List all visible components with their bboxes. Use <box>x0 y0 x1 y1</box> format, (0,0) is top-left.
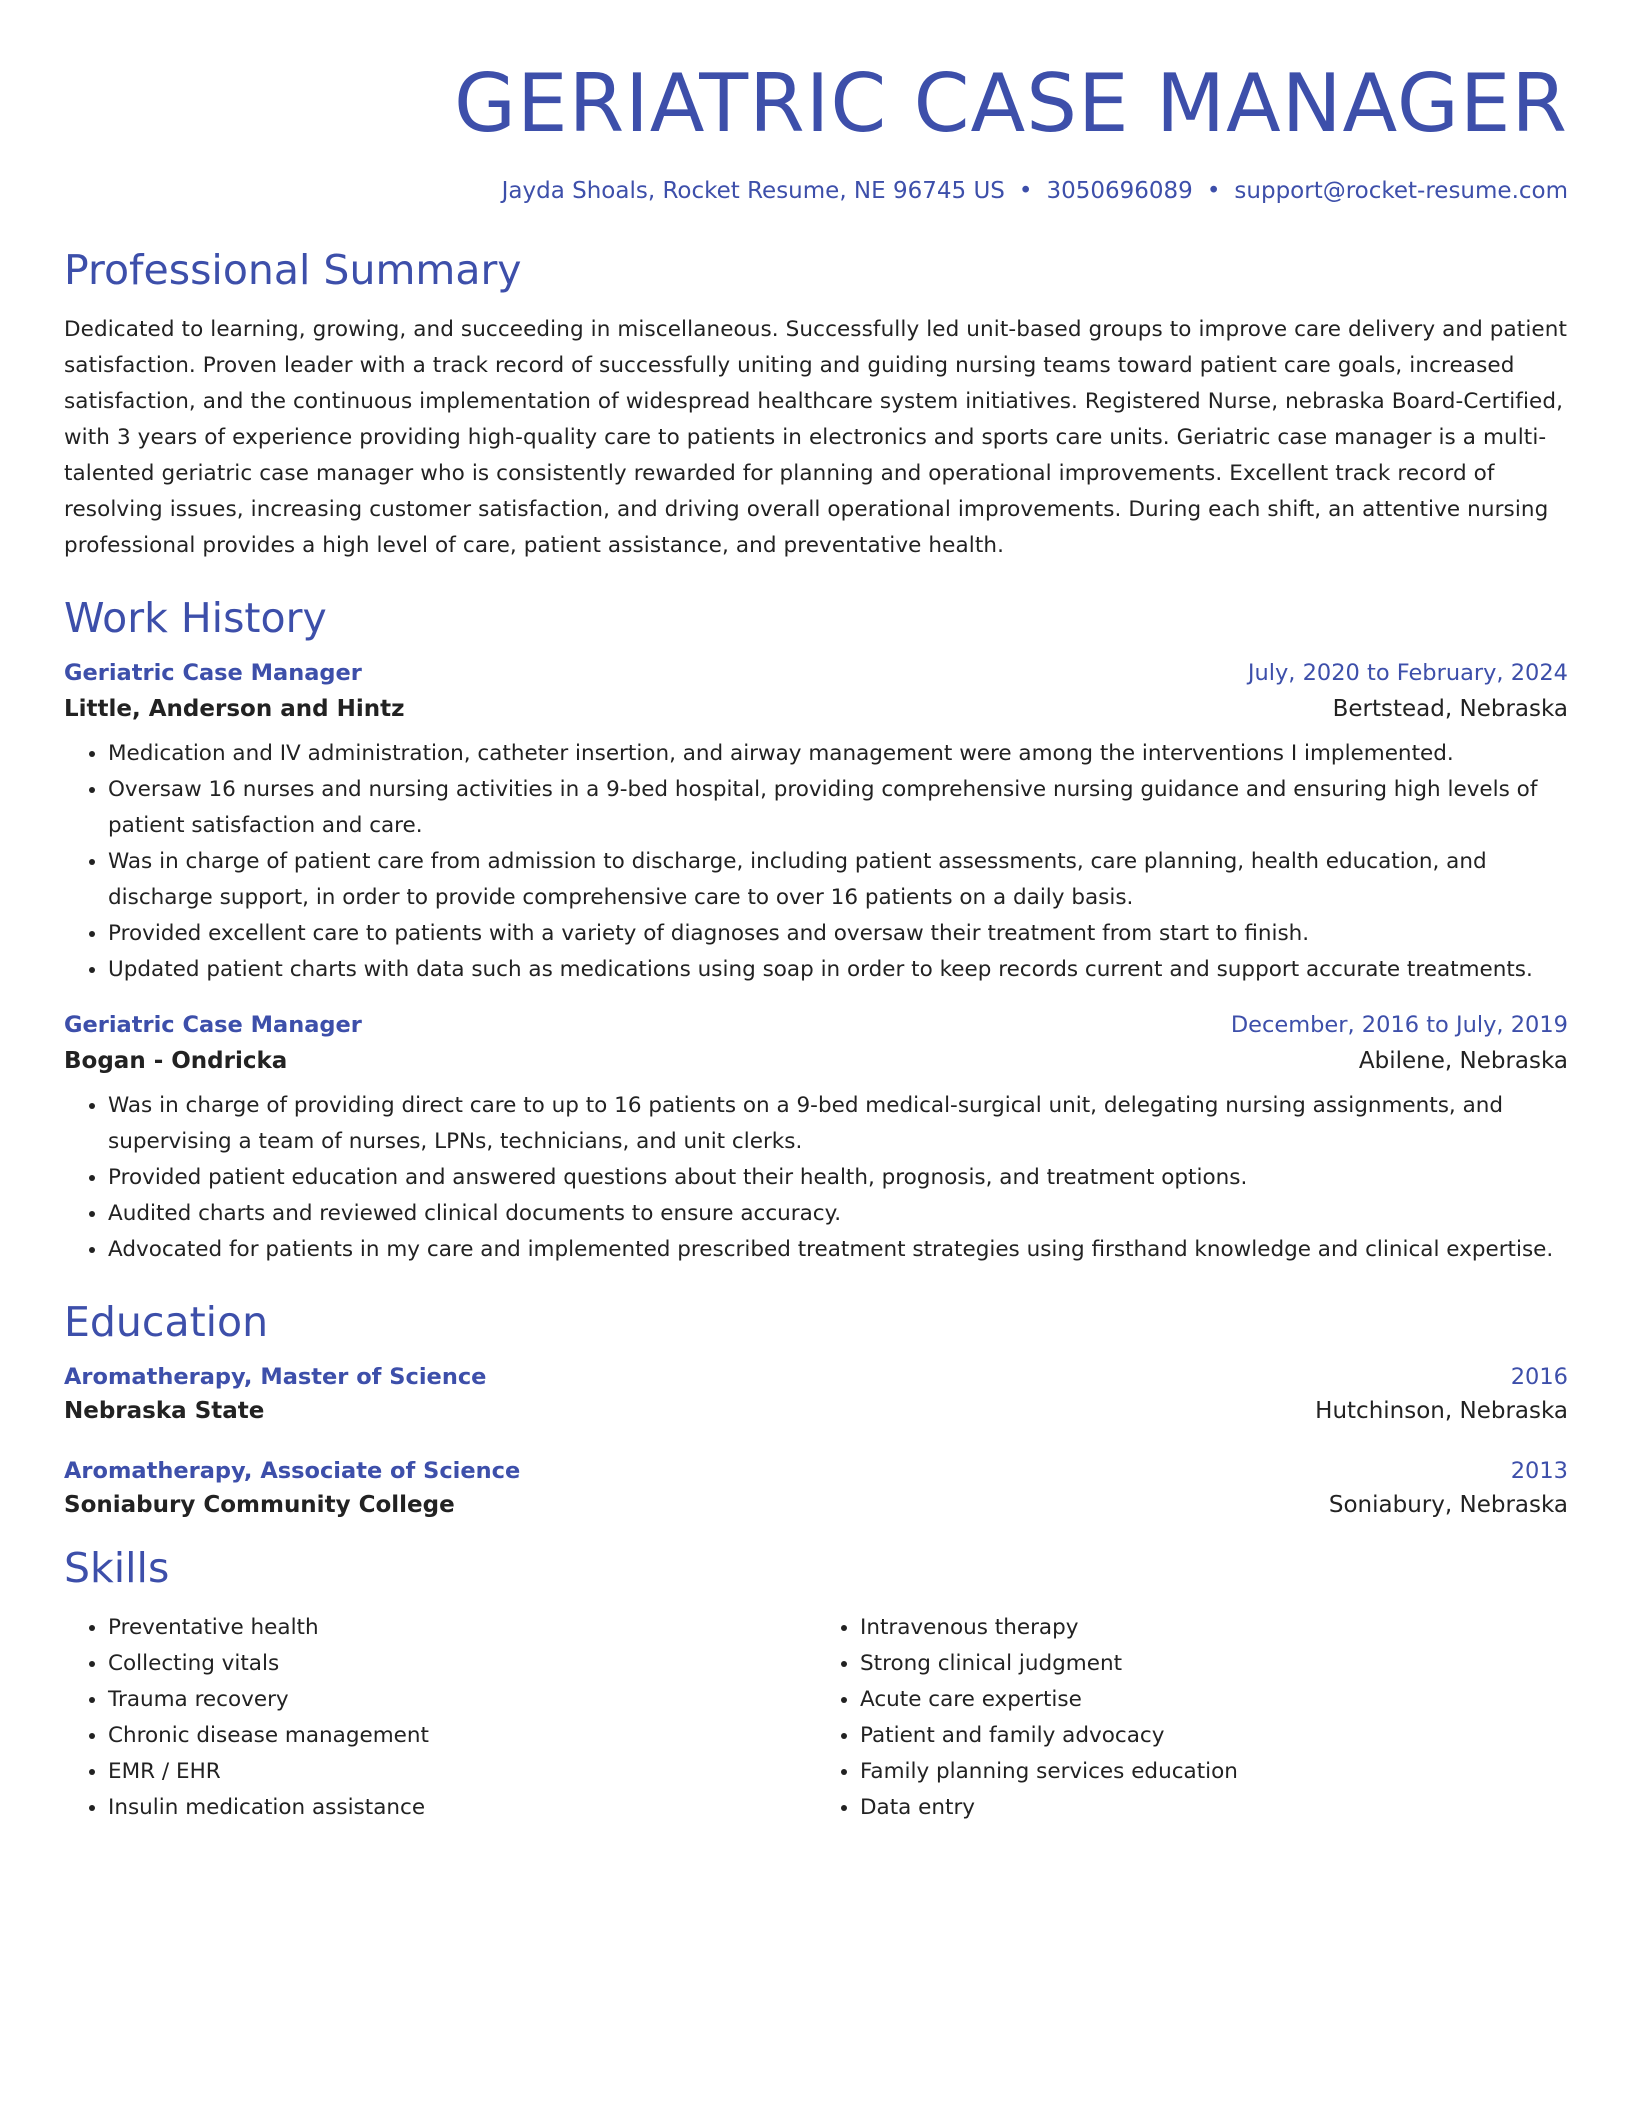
skills-list-right <box>816 1610 1568 1826</box>
skill-item: • Intravenous therapy <box>860 1610 1568 1646</box>
skills-list-left <box>64 1610 816 1826</box>
job-bullet: • Provided patient education and answered questions about their health, prognosis, and treatment options. <box>108 1160 1568 1196</box>
education-heading: Education <box>64 1298 269 1346</box>
skill-item: • Data entry <box>860 1790 1568 1826</box>
education-year: 2013 <box>1510 1458 1568 1484</box>
education-entry <box>64 1364 1568 1424</box>
contact-separator: • <box>1018 178 1033 204</box>
education-year: 2016 <box>1510 1364 1568 1390</box>
skills-columns <box>64 1610 1568 1826</box>
job-bullet: • Updated patient charts with data such as medications using soap in order to keep records current and support accurate treatments. <box>108 952 1568 988</box>
education-subheader <box>64 1398 1568 1424</box>
skill-item: • Collecting vitals <box>108 1646 816 1682</box>
job-subheader <box>64 696 1568 722</box>
education-degree: Aromatherapy, Master of Science <box>64 1364 487 1390</box>
job-bullet: • Was in charge of providing direct care to up to 16 patients on a 9-bed medical-surgical unit, delegating nursing assignments, and supervising a team of nurses, LPNs, technicians, and unit clerks. <box>108 1088 1568 1160</box>
summary-text: Dedicated to learning, growing, and succeeding in miscellaneous. Successfully led unit-based groups to improve care delivery and patient satisfaction. Proven leader with a track record of successfully uniting and guiding nursing teams toward patient care goals, increased satisfaction, and the continuous implementation of widespread healthcare system initiatives. Registered Nurse, nebraska Board-Certified, with 3 years of experience providing high-quality care to patients in electronics and sports care units. Geriatric case manager is a multi-talented geriatric case manager who is consistently rewarded for planning and operational improvements. Excellent track record of resolving issues, increasing customer satisfaction, and driving overall operational improvements. During each shift, an attentive nursing professional provides a high level of care, patient assistance, and preventative health. <box>64 317 1567 558</box>
skill-item: • Acute care expertise <box>860 1682 1568 1718</box>
education-header <box>64 1364 1568 1390</box>
summary-heading: Professional Summary <box>64 246 522 294</box>
contact-phone: 3050696089 <box>1046 178 1193 204</box>
job-entry <box>64 1012 1568 1268</box>
job-title: Geriatric Case Manager <box>64 660 362 686</box>
skill-item: • Family planning services education <box>860 1754 1568 1790</box>
skill-item: • Preventative health <box>108 1610 816 1646</box>
contact-line <box>64 176 1568 206</box>
job-title: Geriatric Case Manager <box>64 1012 362 1038</box>
skill-item: • Patient and family advocacy <box>860 1718 1568 1754</box>
job-location: Bertstead, Nebraska <box>1332 696 1568 722</box>
education-header <box>64 1458 1568 1484</box>
skills-heading: Skills <box>64 1544 170 1592</box>
education-location: Hutchinson, Nebraska <box>1315 1398 1568 1424</box>
job-bullet: • Was in charge of patient care from admission to discharge, including patient assessments, care planning, health education, and discharge support, in order to provide comprehensive care to over 16 patients on a daily basis. <box>108 844 1568 916</box>
skill-item: • Trauma recovery <box>108 1682 816 1718</box>
skill-item: • Chronic disease management <box>108 1718 816 1754</box>
job-employer: Little, Anderson and Hintz <box>64 696 405 722</box>
resume-title: GERIATRIC CASE MANAGER <box>454 57 1568 150</box>
contact-separator: • <box>1206 178 1221 204</box>
education-school: Soniabury Community College <box>64 1492 455 1518</box>
job-header <box>64 1012 1568 1038</box>
skill-item: • EMR / EHR <box>108 1754 816 1790</box>
skill-item: • Insulin medication assistance <box>108 1790 816 1826</box>
job-bullet: • Medication and IV administration, catheter insertion, and airway management were among the interventions I implemented. <box>108 736 1568 772</box>
skill-item: • Strong clinical judgment <box>860 1646 1568 1682</box>
job-header <box>64 660 1568 686</box>
contact-email[interactable]: support@rocket-resume.com <box>1234 178 1568 204</box>
job-entry <box>64 660 1568 988</box>
job-employer: Bogan - Ondricka <box>64 1048 288 1074</box>
job-bullet: • Advocated for patients in my care and implemented prescribed treatment strategies using firsthand knowledge and clinical expertise. <box>108 1232 1568 1268</box>
job-bullet: • Audited charts and reviewed clinical documents to ensure accuracy. <box>108 1196 1568 1232</box>
education-school: Nebraska State <box>64 1398 265 1424</box>
job-dates: July, 2020 to February, 2024 <box>1247 660 1568 686</box>
job-subheader <box>64 1048 1568 1074</box>
education-degree: Aromatherapy, Associate of Science <box>64 1458 521 1484</box>
work-history-heading: Work History <box>64 594 327 642</box>
job-dates: December, 2016 to July, 2019 <box>1230 1012 1568 1038</box>
job-bullet: • Provided excellent care to patients with a variety of diagnoses and oversaw their treatment from start to finish. <box>108 916 1568 952</box>
job-bullet: • Oversaw 16 nurses and nursing activities in a 9-bed hospital, providing comprehensive nursing guidance and ensuring high levels of patient satisfaction and care. <box>108 772 1568 844</box>
job-bullets <box>64 736 1568 988</box>
education-location: Soniabury, Nebraska <box>1328 1492 1568 1518</box>
job-location: Abilene, Nebraska <box>1358 1048 1568 1074</box>
education-subheader <box>64 1492 1568 1518</box>
contact-address: Jayda Shoals, Rocket Resume, NE 96745 US <box>501 178 1005 204</box>
education-entry <box>64 1458 1568 1518</box>
job-bullets <box>64 1088 1568 1268</box>
